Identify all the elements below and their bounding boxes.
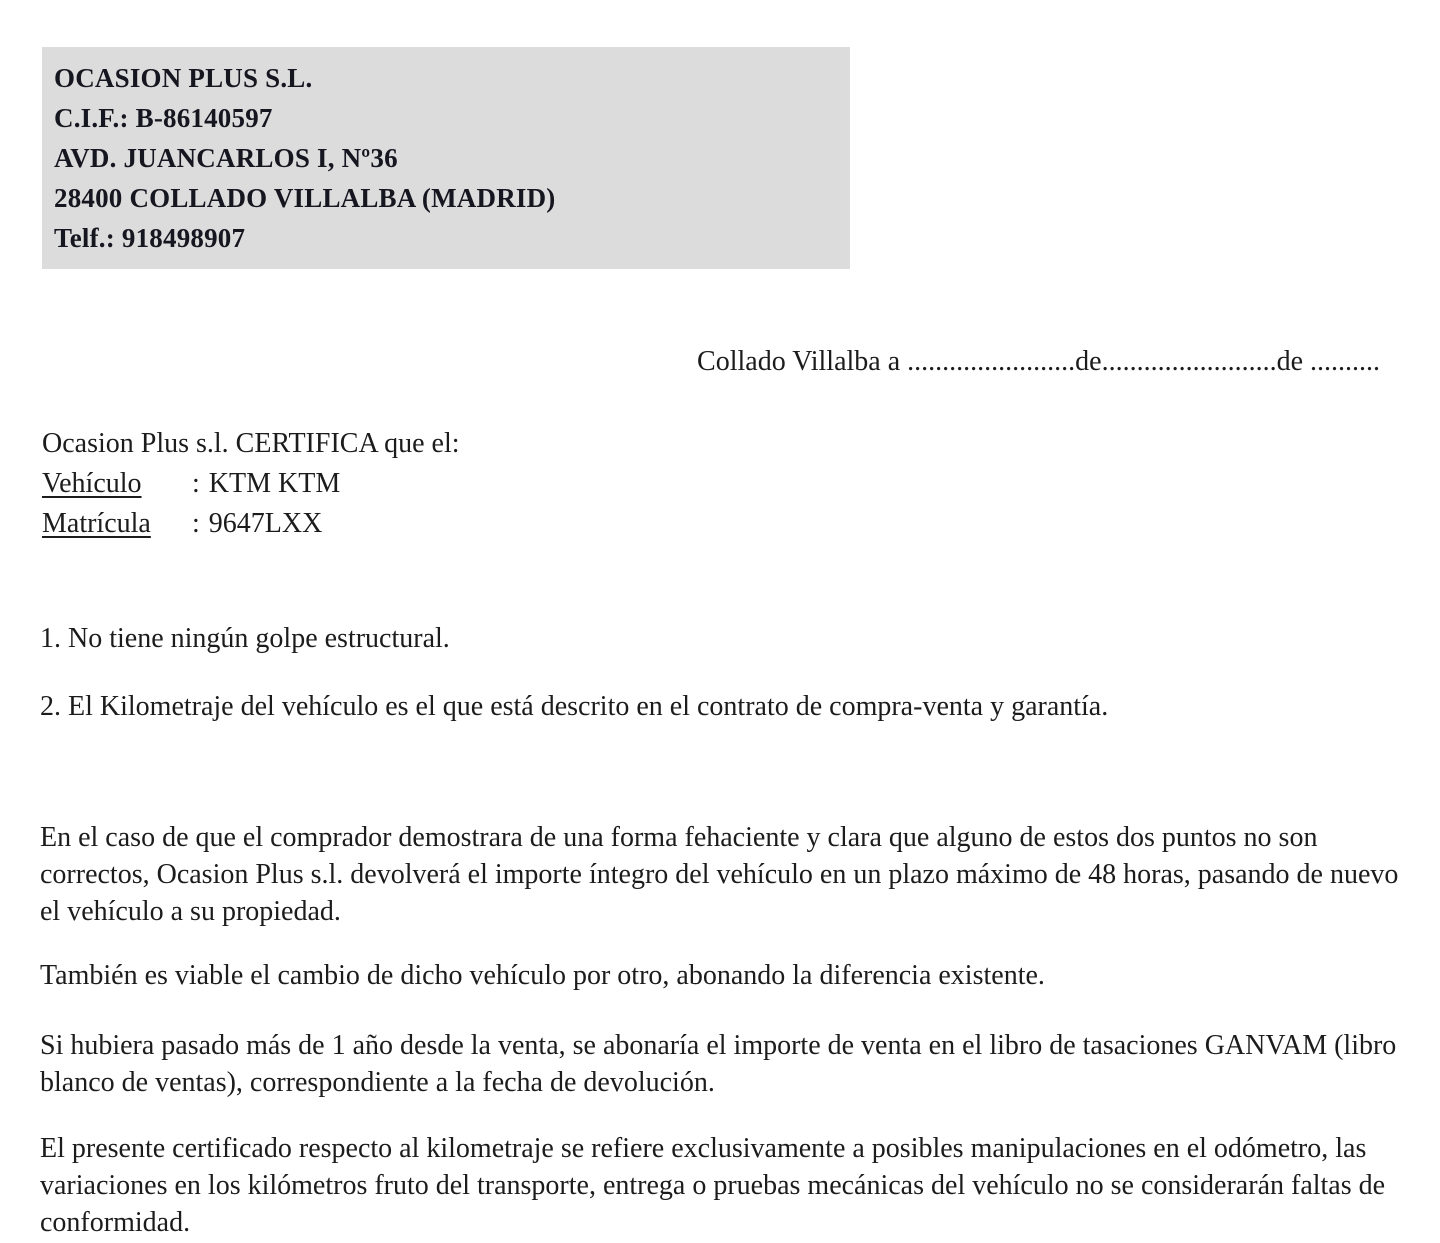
- company-city: 28400 COLLADO VILLALBA (MADRID): [54, 183, 556, 213]
- company-address: AVD. JUANCARLOS I, Nº36: [54, 143, 398, 173]
- vehicle-label: Vehículo: [42, 468, 142, 499]
- clause-no-structural-damage: 1. No tiene ningún golpe estructural.: [40, 623, 450, 654]
- paragraph-ganvam: Si hubiera pasado más de 1 año desde la venta, se abonaría el importe de venta en el libro de tasaciones GANVAM (libro blanco de ventas), correspondiente a la fecha de devolución.: [40, 1030, 1397, 1098]
- company-phone: Telf.: 918498907: [54, 223, 246, 253]
- company-header-box: [42, 47, 850, 269]
- certification-block: [42, 424, 460, 544]
- company-name: OCASION PLUS S.L.: [54, 63, 313, 93]
- paragraph-odometer: El presente certificado respecto al kilometraje se refiere exclusivamente a posibles manipulaciones en el odómetro, las variaciones en los kilómetros fruto del transporte, entrega o pruebas mecánicas del vehículo no se considerarán faltas de conformidad.: [40, 1133, 1386, 1238]
- paragraph-refund: En el caso de que el comprador demostrara de una forma fehaciente y clara que alguno de estos dos puntos no son correctos, Ocasion Plus s.l. devolverá el importe íntegro del vehículo en un plazo máximo de 48 horas, pasando de nuevo el vehículo a su propiedad.: [40, 822, 1399, 927]
- clause-mileage: 2. El Kilometraje del vehículo es el que está descrito en el contrato de compra-venta y garantía.: [40, 691, 1109, 722]
- vehicle-row: [42, 464, 460, 504]
- vehicle-separator: :: [192, 468, 200, 499]
- certify-intro: Ocasion Plus s.l. CERTIFICA que el:: [42, 428, 460, 459]
- date-line: Collado Villalba a ........................de.........................de ..........: [697, 346, 1380, 377]
- plate-value: 9647LXX: [208, 508, 323, 539]
- plate-separator: :: [192, 508, 200, 539]
- paragraph-exchange: También es viable el cambio de dicho vehículo por otro, abonando la diferencia existente.: [40, 960, 1045, 991]
- plate-row: [42, 504, 460, 544]
- vehicle-value: KTM KTM: [208, 468, 341, 499]
- plate-label: Matrícula: [42, 508, 151, 539]
- company-cif: C.I.F.: B-86140597: [54, 103, 273, 133]
